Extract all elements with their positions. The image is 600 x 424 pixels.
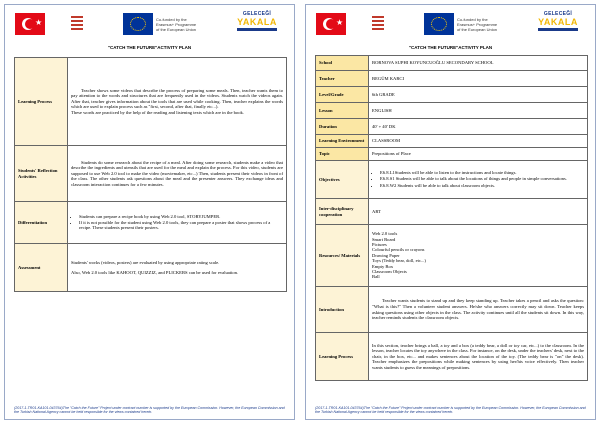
table-row [15,58,287,146]
row-content [68,244,287,292]
row-label: Resources/ Materials [316,225,369,287]
list-item: Toys (Teddy bear, doll, etc...) [372,258,426,264]
eu-flag-icon [424,13,454,35]
list-item: Drawing Paper [372,252,400,258]
document-page-right [305,4,596,420]
turkey-flag-icon: ★ [316,13,346,35]
activity-plan-title: "CATCH THE FUTURE"ACTIVITY PLAN [107,45,192,50]
row-value: BORNOVA SUPHI KOYUNCUOĞLU SECONDARY SCHOOL [369,56,588,71]
table-row [15,244,287,292]
paragraph: In this section, teacher brings a ball, a toy and a box (a teddy bear, a doll or toy car, etc...) to the classroom. In the lesson, teacher locates the toy anywhere in the class. For instance, on the desk, under the teachers' desk, next to the chair, in the box, etc... and makes sentences about the location of the toy. (The teddy bear is "on" the desk). Teacher emphasizes the prepositions while making sentences by using her/his voice effectively. Then teacher wants students to guess the meanings of prepositions. [372,342,584,370]
national-agency-logo-icon [372,12,418,38]
turkey-flag-icon: ★ [15,13,45,35]
list-item: • If it is not possible for the student using Web 2.0 tools, they can prepare a poster that shows process of a recipe. These students present their posters. [79,220,283,231]
row-label: Objectives [316,161,369,199]
row-label: Differentiation [15,202,68,244]
list-item: • E6.8.L1Students will be able to listen to the instructions and locate things. [380,170,584,176]
activity-plan-table-left [14,57,287,292]
table-row [15,146,287,202]
row-label: Learning Process [15,58,68,146]
list-item: Colourful pencils or crayons [372,247,425,253]
row-content [369,287,588,333]
row-label: Teacher [316,71,369,87]
list-item: Classroom Objects [372,269,407,275]
eu-flag-icon [123,13,153,35]
page-footer: (2017-1-TR01-KA101-043764)The "Catch the Future" Project under contract number is supported by the European Commission. However, the European Commission and the Turkish National Agency cannot be held responsible for the views contained herein. [315,405,586,415]
table-row [15,202,287,244]
row-value: Prepositions of Place [369,148,588,161]
table-row [316,199,588,225]
logo-bar [5,11,294,41]
row-content [68,58,287,146]
list-item: Ball [372,274,380,280]
row-value: 6th GRADE [369,87,588,103]
activity-plan-title: "CATCH THE FUTURE"ACTIVITY PLAN [408,45,493,50]
row-content [68,202,287,244]
list-item: • E6.8.W2 Students will be able to talk about classroom objects. [380,183,584,189]
list-item: • E6.8.S1 Students will be able to talk about the locations of things and people in simple conversations. [380,176,584,182]
row-content [369,225,588,287]
eu-cofunded-text: Co-funded by the Erasmus+ Programme of the European Union [457,17,498,32]
row-label: Assessment [15,244,68,292]
row-label: Learning Environment [316,135,369,148]
table-row [316,119,588,135]
national-agency-logo-icon [71,12,117,38]
logo-bar [306,11,595,41]
row-value: 40' + 40' DK [369,119,588,135]
list-item: Empty Box [372,263,394,269]
text-line: Students' works (videos, posters) are evaluated by using appropriate rating scale. [71,259,220,265]
page-footer: (2017-1-TR01-KA101-043764)The "Catch the Future" Project under contract number is supported by the European Commission. However, the European Commission and the Turkish National Agency cannot be held responsible for the views contained herein. [14,405,285,415]
row-label: Topic [316,148,369,161]
row-value: BEGÜM KARCI [369,71,588,87]
row-value: CLASSROOM [369,135,588,148]
row-label: Duration [316,119,369,135]
list-item: Smart Board [372,236,396,242]
table-row [316,71,588,87]
activity-plan-table-right [315,55,588,381]
row-label: Students' Reflection Activities [15,146,68,202]
table-row [316,148,588,161]
row-label: School [316,56,369,71]
row-label: Learning Process [316,333,369,381]
document-page-left [4,4,295,420]
list-item: Web 2.0 tools [372,231,398,237]
table-row [316,87,588,103]
paragraph: Teacher shows some videos that describe the process of preparing some meals. Then, teacher wants them to pay attention to the words and structures that are frequently used in the videos. Students watch the videos again. After that, teacher gives information about the tools that are used while cooking. Then, teacher explains the words which are used to explain process such as "first, second, after that, finally etc...). [71,87,283,110]
row-content [369,161,588,199]
row-content [369,333,588,381]
list-item: Pictures [372,241,387,247]
project-logo-icon: GELECEĞİ YAKALA [232,11,282,39]
table-row [316,287,588,333]
row-label: Level/Grade [316,87,369,103]
table-row [316,103,588,119]
row-value: ENGLISH [369,103,588,119]
row-label: Inter-disciplinary cooperation [316,199,369,225]
eu-cofunded-text: Co-funded by the Erasmus+ Programme of the European Union [156,17,197,32]
table-row [316,56,588,71]
row-label: Lesson [316,103,369,119]
paragraph: Students do some research about the recipe of a meal. After doing some research, students make a video that describe the ingredients and utensils that are used for the meal and explain the process. For this video, students are supposed to use Web 2.0 tool to make the video (moviemaker, etc...) Then, students present their videos in front of the class. The other students ask questions about the meal and the presenter answers. They exchange ideas and classroom interaction continues for a few minutes. [71,159,283,187]
row-value: ART [369,199,588,225]
table-row [316,135,588,148]
table-row [316,333,588,381]
row-content [68,146,287,202]
text-line: Also, Web 2.0 tools like KAHOOT, QUIZZIZ, and PLICKERS can be used for evaluation. [71,269,239,275]
list-item: • Students can prepare a recipe book by using Web 2.0 tool, STORYJUMPER. [79,214,283,220]
table-row [316,161,588,199]
paragraph: Teacher wants students to stand up and they keep standing up. Teacher takes a pencil and asks the question: "What is this?" Then a volunteer student answers. He/she who answers correctly may sit down. Teacher keeps asking questions using other objects in the class. The activity continues until all the students sit down. In this way, teacher reminds students the classroom objects. [372,298,584,321]
project-logo-icon: GELECEĞİ YAKALA [533,11,583,39]
row-label: Introduction [316,287,369,333]
table-row [316,225,588,287]
paragraph: These words are practiced by the help of the reading and listening texts which are in the book. [71,109,244,115]
